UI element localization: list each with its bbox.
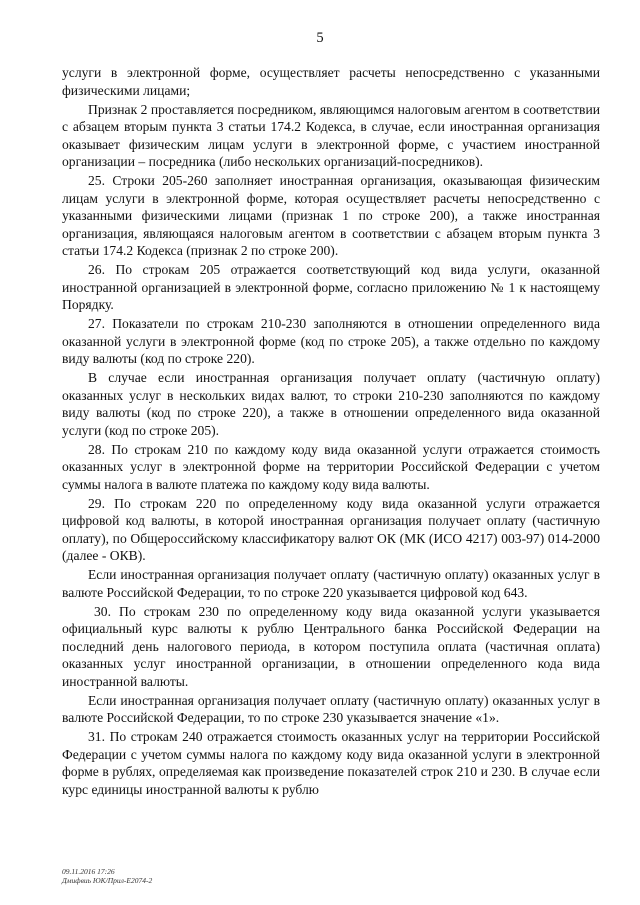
footer-stamp: [62, 867, 152, 885]
paragraph-sign-2: Признак 2 проставляется посредником, являющимся налоговым агентом в соответствии с абзацем вторым пункта 3 статьи 174.2 Кодекса, в случае, если иностранная организация оказывает физическим лицам услуги в электронной форме, с участием иностранной организации – посредника (либо нескольких организаций-посредников).: [62, 101, 600, 169]
paragraph-30: 30. По строкам 230 по определенному коду вида оказанной услуги указывается официальный курс валюты к рублю Центрального банка Российской Федерации на последний день налогового периода, в котором поступила оплата (частичная оплата) оказанных услуг иностранной организации, в отношении определенного кода вида иностранной валюты.: [62, 603, 600, 689]
paragraph-25: 25. Строки 205-260 заполняет иностранная организация, оказывающая физическим лицам услуги в электронной форме, которая осуществляет расчеты непосредственно с указанными физическими лицами (признак 1 по строке 200), а также иностранная организация, являющаяся налоговым агентом в соответствии с абзацем вторым пункта 3 статьи 174.2 Кодекса (признак 2 по строке 200).: [62, 173, 600, 258]
paragraph-29-cont: Если иностранная организация получает оплату (частичную оплату) оказанных услуг в валюте Российской Федерации, то по строке 220 указывается цифровой код 643.: [62, 567, 600, 600]
paragraph-27: 27. Показатели по строкам 210-230 заполняются в отношении определенного вида оказанной услуги в электронной форме (код по строке 205), а также отдельно по каждому виду валюты (код по строке 220).: [62, 316, 600, 366]
footer-timestamp: 09.11.2016 17:26: [62, 867, 115, 876]
paragraph-31: 31. По строкам 240 отражается стоимость оказанных услуг на территории Российской Федерации с учетом суммы налога по каждому коду вида оказанной услуги в электронной форме в рублях, определяемая как произведение показателей строк 210 и 230. В случае если курс единицы иностранной валюты к рублю: [62, 729, 600, 797]
paragraph-27-cont: В случае если иностранная организация получает оплату (частичную оплату) оказанных услуг в нескольких видах валют, то строки 210-230 заполняются по каждому виду валюты (код по строке 220), а также в отношении определенного вида оказанной услуги (код по строке 205).: [62, 370, 600, 438]
paragraph-30-cont: Если иностранная организация получает оплату (частичную оплату) оказанных услуг в валюте Российской Федерации, то по строке 230 указывается значение «1».: [62, 692, 600, 725]
paragraph-continuation: услуги в электронной форме, осуществляет расчеты непосредственно с указанными физическими лицами;: [62, 65, 600, 98]
document-body: [62, 64, 600, 800]
paragraph-26: 26. По строкам 205 отражается соответствующий код вида услуги, оказанной иностранной организацией в электронной форме, согласно приложению № 1 к настоящему Порядку.: [62, 262, 600, 312]
paragraph-29: 29. По строкам 220 по определенному коду вида оказанной услуги отражается цифровой код валюты, в которой иностранная организация получает оплату (частичную оплату), по Общероссийскому классификатору валют ОК (МК (ИСО 4217) 003-97) 014-2000 (далее - ОКВ).: [62, 495, 600, 563]
paragraph-28: 28. По строкам 210 по каждому коду вида оказанной услуги отражается стоимость оказанных услуг в электронной форме на территории Российской Федерации с учетом суммы налога в валюте платежа по каждому коду вида валюты.: [62, 441, 600, 492]
page-number: 5: [316, 30, 324, 46]
footer-file-id: Дмифвиь ЮК/Прил-Е2074-2: [62, 876, 153, 885]
